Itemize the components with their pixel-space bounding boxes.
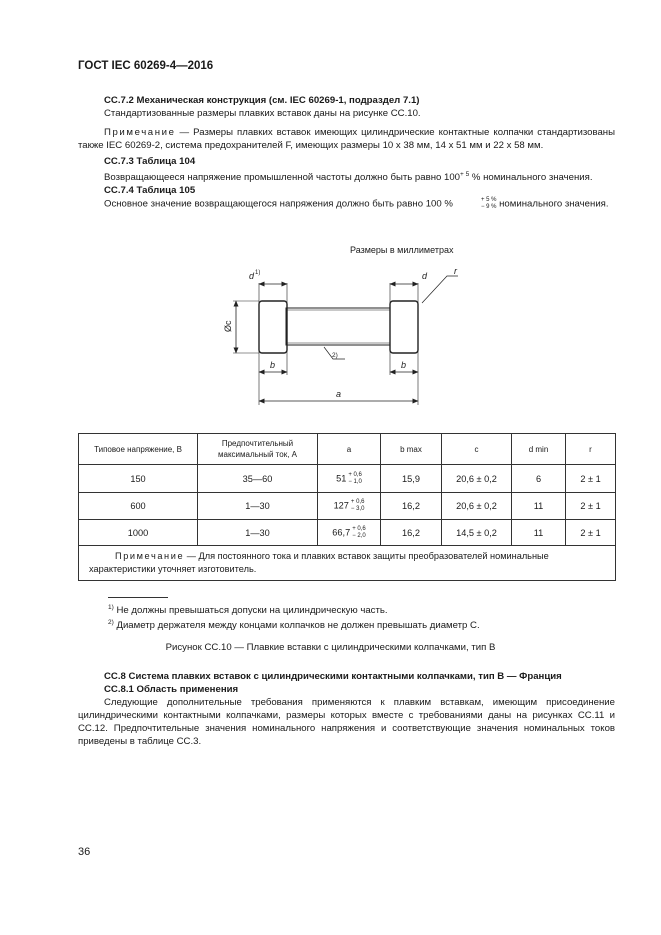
page-number: 36 [78,846,91,858]
footnote-1-mark: 1) [108,604,114,611]
table-row [79,465,616,493]
header-c: c [442,434,512,465]
section-7-3 [78,155,615,197]
label-c: Øc [223,320,233,332]
cell-d: 6 [512,465,566,493]
tolerance-down: − 9 % [480,204,497,210]
section-8-1-text: Следующие дополнительные требования применяются к плавким вставкам, имеющим присоединение цилиндрическими контактными колпачками, размеры которых вместе с требованиями даны на рисунках СС.11 и СС.12. Предпочтительные значения номинального напряжения и соответствующие значения номинальных токов приведены в таблице СС.3. [78,697,615,747]
header-b: b max [381,434,442,465]
section-8-1-heading: СС.8.1 Область применения [104,684,239,695]
footnote-1-text: Не должны превышаться допуски на цилиндрическую часть. [113,605,388,617]
footnote-2-mark: 2) [108,619,114,626]
section-7-4-text [78,197,615,211]
cell-c: 20,6 ± 0,2 [442,493,512,520]
section-7-3-tolerance: + 5 [460,171,470,178]
cell-a-value: 127 [333,500,349,511]
note-1 [78,126,615,152]
document-header: ГОСТ IEC 60269-4—2016 [78,60,214,72]
right-cap [390,301,418,353]
cell-a-tolerance [352,526,366,540]
cell-voltage: 150 [79,465,198,493]
cell-current: 1—30 [198,520,318,546]
section-7-4-heading: СС.7.4 Таблица 105 [104,185,196,197]
section-7-3-text-a: Возвращающееся напряжение промышленной частоты должно быть равно 100 [104,172,460,184]
fuse-body [286,308,390,345]
footnote-1 [108,601,388,617]
cell-a-value: 51 [336,472,347,483]
table-note-row [79,546,616,581]
label-a: a [336,389,342,399]
cell-r: 2 ± 1 [566,520,616,546]
header-r: r [566,434,616,465]
tol-up: + 0,6 [352,525,366,532]
label-d-footnote: 1) [255,270,261,276]
cell-d: 11 [512,493,566,520]
note-1-label: Примечание [104,127,176,138]
section-7-3-heading: СС.7.3 Таблица 104 [104,156,196,167]
cell-b: 16,2 [381,520,442,546]
tol-down: − 2,0 [352,532,366,539]
header-voltage: Типовое напряжение, В [79,434,198,465]
footnote-separator [108,597,168,598]
section-7-4-text-b: номинального значения. [496,198,609,210]
table-row [79,493,616,520]
cell-b: 16,2 [381,493,442,520]
section-7-2-heading: СС.7.2 Механическая конструкция (см. IEC 60269-1, подраздел 7.1) [104,95,420,106]
section-7-4-text-a: Основное значение возвращающегося напряжения должно быть равно 100 % [104,198,453,210]
tolerance-up: + 5 % [480,197,497,203]
table-note [79,546,616,581]
cell-a [318,465,381,493]
cell-c: 14,5 ± 0,2 [442,520,512,546]
header-d: d min [512,434,566,465]
header-current: Предпочтительный максимальный ток, А [198,434,318,465]
cell-a-tolerance [351,499,365,513]
header-a: a [318,434,381,465]
cell-voltage: 1000 [79,520,198,546]
footnote-2 [108,616,480,632]
cell-r: 2 ± 1 [566,493,616,520]
cell-a [318,493,381,520]
cell-current: 1—30 [198,493,318,520]
section-8-heading: СС.8 Система плавких вставок с цилиндрическими контактными колпачками, тип В — Франция [104,671,562,682]
cell-a-tolerance [348,472,362,486]
section-7-2 [78,94,615,120]
section-7-3-text [78,168,615,184]
cell-a [318,520,381,546]
cell-a-value: 66,7 [332,526,351,537]
label-d-right: d [422,271,428,281]
section-7-2-text: Стандартизованные размеры плавких вставок даны на рисунке СС.10. [104,108,421,119]
label-footnote-2: 2) [332,352,338,359]
cell-c: 20,6 ± 0,2 [442,465,512,493]
cell-current: 35—60 [198,465,318,493]
table-note-label: Примечание [115,551,185,561]
label-b-right: b [401,360,407,370]
section-7-3-text-b: % номинального значения. [469,172,593,184]
footnote-2-text: Диаметр держателя между концами колпачков не должен превышать диаметр С. [113,620,480,632]
label-r: r [454,266,457,276]
tol-down: − 1,0 [348,478,362,485]
note-1-text: — Размеры плавких вставок имеющих цилиндрические контактные колпачки стандартизованы также IEC 60269-2, система предохранителей F, имеющих размеры 10 x 38 мм, 14 x 51 мм и 22 x 58 мм. [78,127,615,151]
table-row [79,520,616,546]
dimensions-table [78,433,616,581]
tol-up: + 0,6 [350,499,365,505]
cell-voltage: 600 [79,493,198,520]
fuse-drawing [200,262,470,412]
cell-d: 11 [512,520,566,546]
section-7-4-tolerance [455,197,497,211]
cell-b: 15,9 [381,465,442,493]
figure-caption: Рисунок СС.10 — Плавкие вставки с цилиндрическими колпачками, тип В [165,642,496,653]
table-header-row [79,434,616,465]
tol-down: − 3,0 [350,506,365,512]
label-b-left: b [270,360,276,370]
left-cap [259,301,287,353]
label-d-left: d [249,271,255,281]
tol-up: + 0,6 [348,471,362,478]
units-caption: Размеры в миллиметрах [350,245,454,255]
cell-r: 2 ± 1 [566,465,616,493]
table-note-text: — Для постоянного тока и плавких вставок защиты преобразователей номинальные характеристики уточняет изготовитель. [89,551,549,574]
section-8 [78,670,615,748]
